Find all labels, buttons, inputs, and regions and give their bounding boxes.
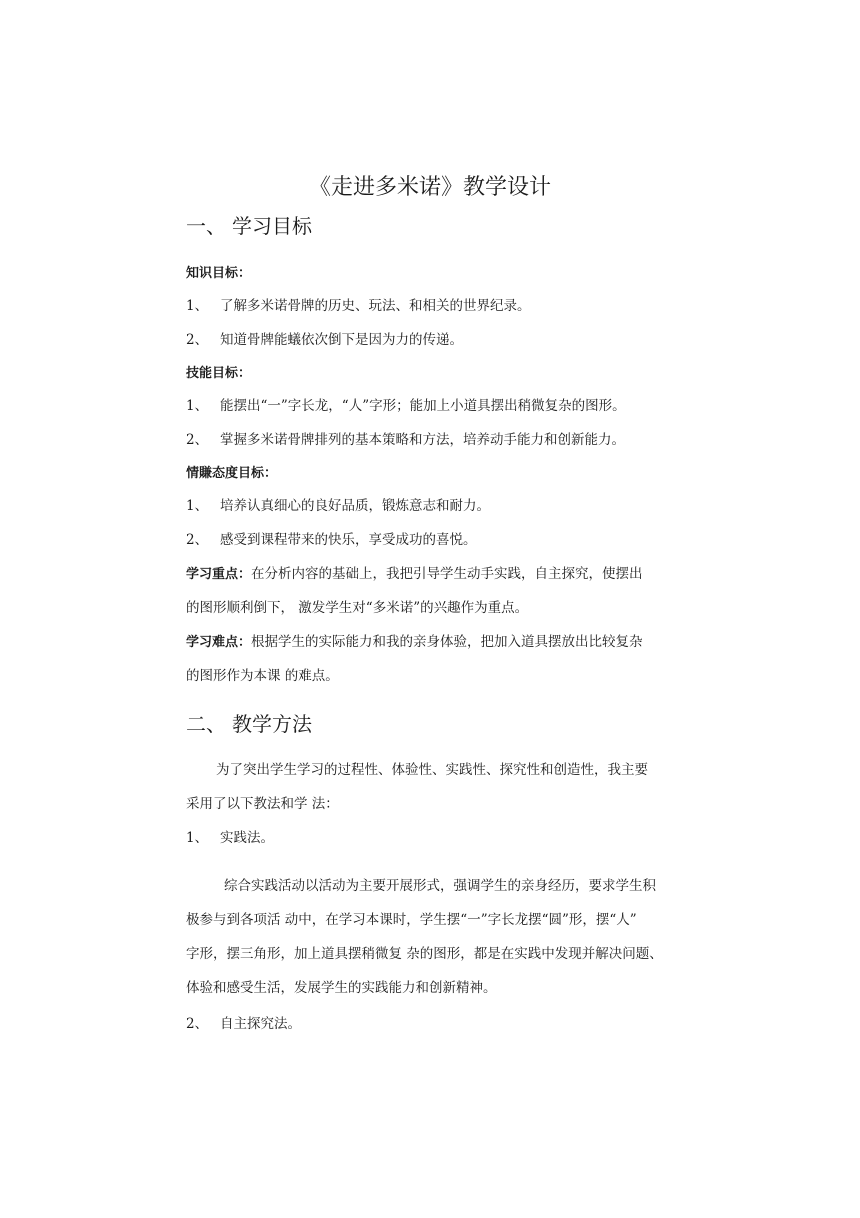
item-text: 培养认真细心的良好品质，锻炼意志和耐力。 <box>220 498 490 514</box>
item-text: 知道骨牌能蟻依次倒下是因为力的传递。 <box>220 332 463 348</box>
method-item <box>186 1012 301 1032</box>
paragraph-text: 在分析内容的基础上，我把引导学生动手实践，自主探究，使摆出 <box>251 566 643 582</box>
paragraph-text: 根据学生的实际能力和我的亲身体验，把加入道具摆放出比较复杂 <box>251 634 643 650</box>
learning-difficulty-line <box>186 630 643 650</box>
section-number: 一、 <box>186 214 226 238</box>
section-number: 二、 <box>186 712 226 736</box>
document-title: 《走进多米诺》教学设计 <box>308 175 551 200</box>
item-number: 2、 <box>186 1016 209 1032</box>
emotion-goal-item <box>186 528 477 548</box>
paragraph-line: 采用了以下教法和学 法： <box>186 796 339 812</box>
skill-goals-heading: 技能目标： <box>186 366 252 381</box>
method-item <box>186 826 274 846</box>
item-text: 感受到课程带来的快乐，享受成功的喜悦。 <box>220 532 477 548</box>
paragraph-line: 体验和感受生活，发展学生的实践能力和创新精神。 <box>186 980 497 996</box>
item-number: 1、 <box>186 498 209 514</box>
item-number: 2、 <box>186 432 209 448</box>
skill-goal-item <box>186 394 626 414</box>
section-heading-teaching-methods <box>186 708 312 737</box>
knowledge-goal-item <box>186 294 531 314</box>
item-number: 1、 <box>186 830 209 846</box>
knowledge-goals-heading: 知识目标： <box>186 266 252 281</box>
section-label: 教学方法 <box>232 712 312 736</box>
skill-goal-item <box>186 428 625 448</box>
item-text: 掌握多米诺骨牌排列的基本策略和方法，培养动手能力和创新能力。 <box>220 432 625 448</box>
item-text: 了解多米诺骨牌的历史、玩法、和相关的世界纪录。 <box>220 298 531 314</box>
learning-focus-line <box>186 562 643 582</box>
item-number: 1、 <box>186 398 209 414</box>
item-text: 能摆出“一”字长龙，“人”字形；能加上小道具摆出稍微复杂的图形。 <box>220 398 626 414</box>
item-number: 2、 <box>186 332 209 348</box>
paragraph-line: 为了突出学生学习的过程性、体验性、实践性、探究性和创造性，我主要 <box>216 762 648 778</box>
knowledge-goal-item <box>186 328 463 348</box>
section-heading-learning-goals <box>186 210 312 239</box>
paragraph-line: 的图形作为本课 的难点。 <box>186 668 339 684</box>
item-text: 自主探究法。 <box>220 1016 301 1032</box>
emotion-goals-heading: 情賺态度目标： <box>186 466 278 481</box>
paragraph-line: 字形，摆三角形，加上道具摆稍微复 杂的图形，都是在实践中发现并解决问题、 <box>186 946 663 962</box>
item-number: 1、 <box>186 298 209 314</box>
learning-difficulty-label: 学习难点： <box>186 635 252 650</box>
paragraph-line: 的图形顺利倒下， 激发学生对“多米诺”的兴趣作为重点。 <box>186 600 529 616</box>
learning-focus-label: 学习重点： <box>186 567 252 582</box>
paragraph-line: 综合实践活动以活动为主要开展形式，强调学生的亲身经历，要求学生积 <box>224 878 656 894</box>
item-number: 2、 <box>186 532 209 548</box>
emotion-goal-item <box>186 494 490 514</box>
item-text: 实践法。 <box>220 830 274 846</box>
section-label: 学习目标 <box>232 214 312 238</box>
paragraph-line: 极参与到各项活 动中，在学习本课时，学生摆“一”字长龙摆“圆”形，摆“人” <box>186 912 637 928</box>
